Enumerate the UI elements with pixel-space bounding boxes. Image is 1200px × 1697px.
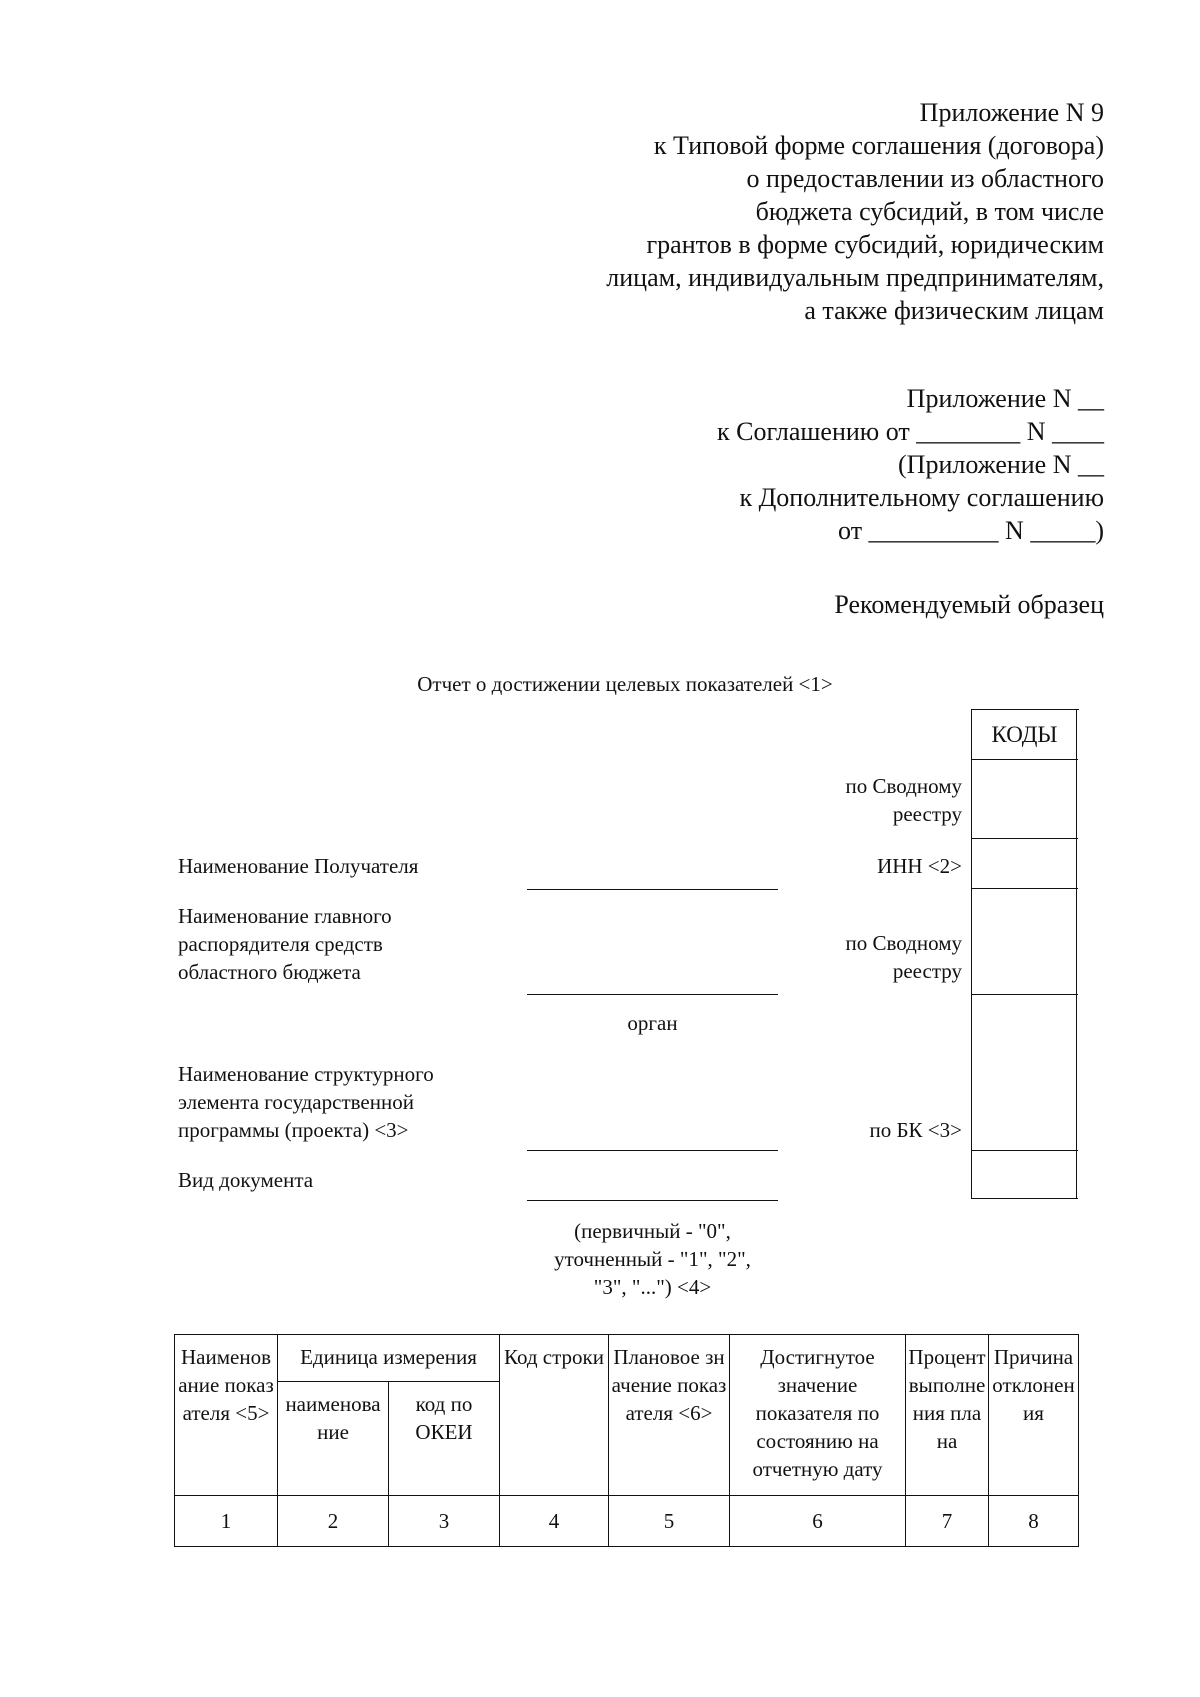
struct-element-field[interactable] (527, 1150, 778, 1151)
agreement-line: Приложение N __ (906, 384, 1104, 413)
header-achieved: Достигнутое значение показателя по состоянию на отчетную дату (730, 1335, 906, 1496)
appendix-line: грантов в форме субсидий, юридическим (646, 230, 1104, 259)
column-number: 6 (730, 1496, 906, 1547)
manager-label-line: Наименование главного (178, 904, 392, 928)
column-number: 2 (278, 1496, 389, 1547)
registry-label-1 (846, 772, 962, 828)
column-number: 5 (609, 1496, 730, 1547)
table-header-row (175, 1335, 1079, 1382)
column-number: 1 (175, 1496, 278, 1547)
doc-type-hint-line: "3", "...") <4> (593, 1275, 712, 1299)
struct-element-label-line: Наименование структурного (178, 1062, 434, 1086)
doc-type-hint-line: (первичный - "0", (574, 1219, 731, 1243)
registry-label-line: реестру (892, 802, 962, 826)
organ-hint: орган (627, 1011, 678, 1035)
codes-box-right-border (1076, 709, 1077, 1199)
registry-label-line: по Сводному (845, 931, 962, 955)
manager-label-line: распорядителя средств (178, 932, 383, 956)
column-number: 4 (500, 1496, 609, 1547)
header-unit-name: наименование (278, 1382, 389, 1496)
column-number: 7 (906, 1496, 989, 1547)
agreement-line: к Соглашению от ________ N ____ (717, 417, 1104, 446)
header-percent: Процент выполнения плана (906, 1335, 989, 1496)
header-planned: Плановое значение показателя <6> (609, 1335, 730, 1496)
registry-label-line: реестру (892, 959, 962, 983)
column-number: 3 (389, 1496, 500, 1547)
codes-divider (971, 759, 1078, 760)
appendix-line: к Типовой форме соглашения (договора) (653, 131, 1104, 160)
agreement-line: к Дополнительному соглашению (739, 483, 1104, 512)
header-unit-okei: код по ОКЕИ (389, 1382, 500, 1496)
manager-field[interactable] (527, 994, 778, 995)
struct-element-label-line: элемента государственной (178, 1090, 414, 1114)
appendix-line: лицам, индивидуальным предпринимателям, (606, 263, 1104, 292)
codes-divider (971, 888, 1078, 889)
inn-label: ИНН <2> (877, 854, 962, 878)
doc-type-hint (507, 1217, 798, 1301)
registry-label-line: по Сводному (845, 774, 962, 798)
struct-element-label-line: программы (проекта) <3> (178, 1118, 409, 1142)
header-reason: Причина отклонения (989, 1335, 1079, 1496)
header-unit-group: Единица измерения (278, 1335, 500, 1382)
recipient-label: Наименование Получателя (178, 854, 419, 878)
codes-divider (971, 1150, 1078, 1151)
doc-type-label: Вид документа (178, 1168, 314, 1192)
appendix-line: Приложение N 9 (919, 98, 1104, 127)
appendix-line: а также физическим лицам (804, 296, 1104, 325)
header-indicator: Наименование показателя <5> (175, 1335, 278, 1496)
appendix-header (606, 96, 1104, 327)
header-row-code: Код строки (500, 1335, 609, 1496)
column-number: 8 (989, 1496, 1079, 1547)
codes-divider (971, 838, 1078, 839)
struct-element-label (178, 1060, 434, 1144)
codes-header: КОДЫ (991, 722, 1058, 747)
registry-label-2 (846, 929, 962, 985)
doc-type-field[interactable] (527, 1200, 778, 1201)
doc-type-hint-line: уточненный - "1", "2", (554, 1247, 751, 1271)
targets-table (174, 1334, 1079, 1547)
agreement-line: от __________ N _____) (838, 516, 1104, 545)
table-numbers-row (175, 1496, 1079, 1547)
report-title: Отчет о достижении целевых показателей <1> (417, 672, 833, 696)
agreement-reference (717, 382, 1104, 547)
appendix-line: о предоставлении из областного (746, 164, 1104, 193)
manager-label-line: областного бюджета (178, 960, 361, 984)
appendix-line: бюджета субсидий, в том числе (755, 197, 1104, 226)
codes-divider (971, 994, 1078, 995)
bk-label: по БК <3> (869, 1118, 962, 1142)
codes-box (971, 709, 1079, 1199)
recipient-field[interactable] (527, 889, 778, 890)
agreement-line: (Приложение N __ (898, 450, 1104, 479)
manager-label (178, 902, 392, 986)
sample-label: Рекомендуемый образец (834, 590, 1104, 619)
codes-divider (971, 1198, 1078, 1199)
